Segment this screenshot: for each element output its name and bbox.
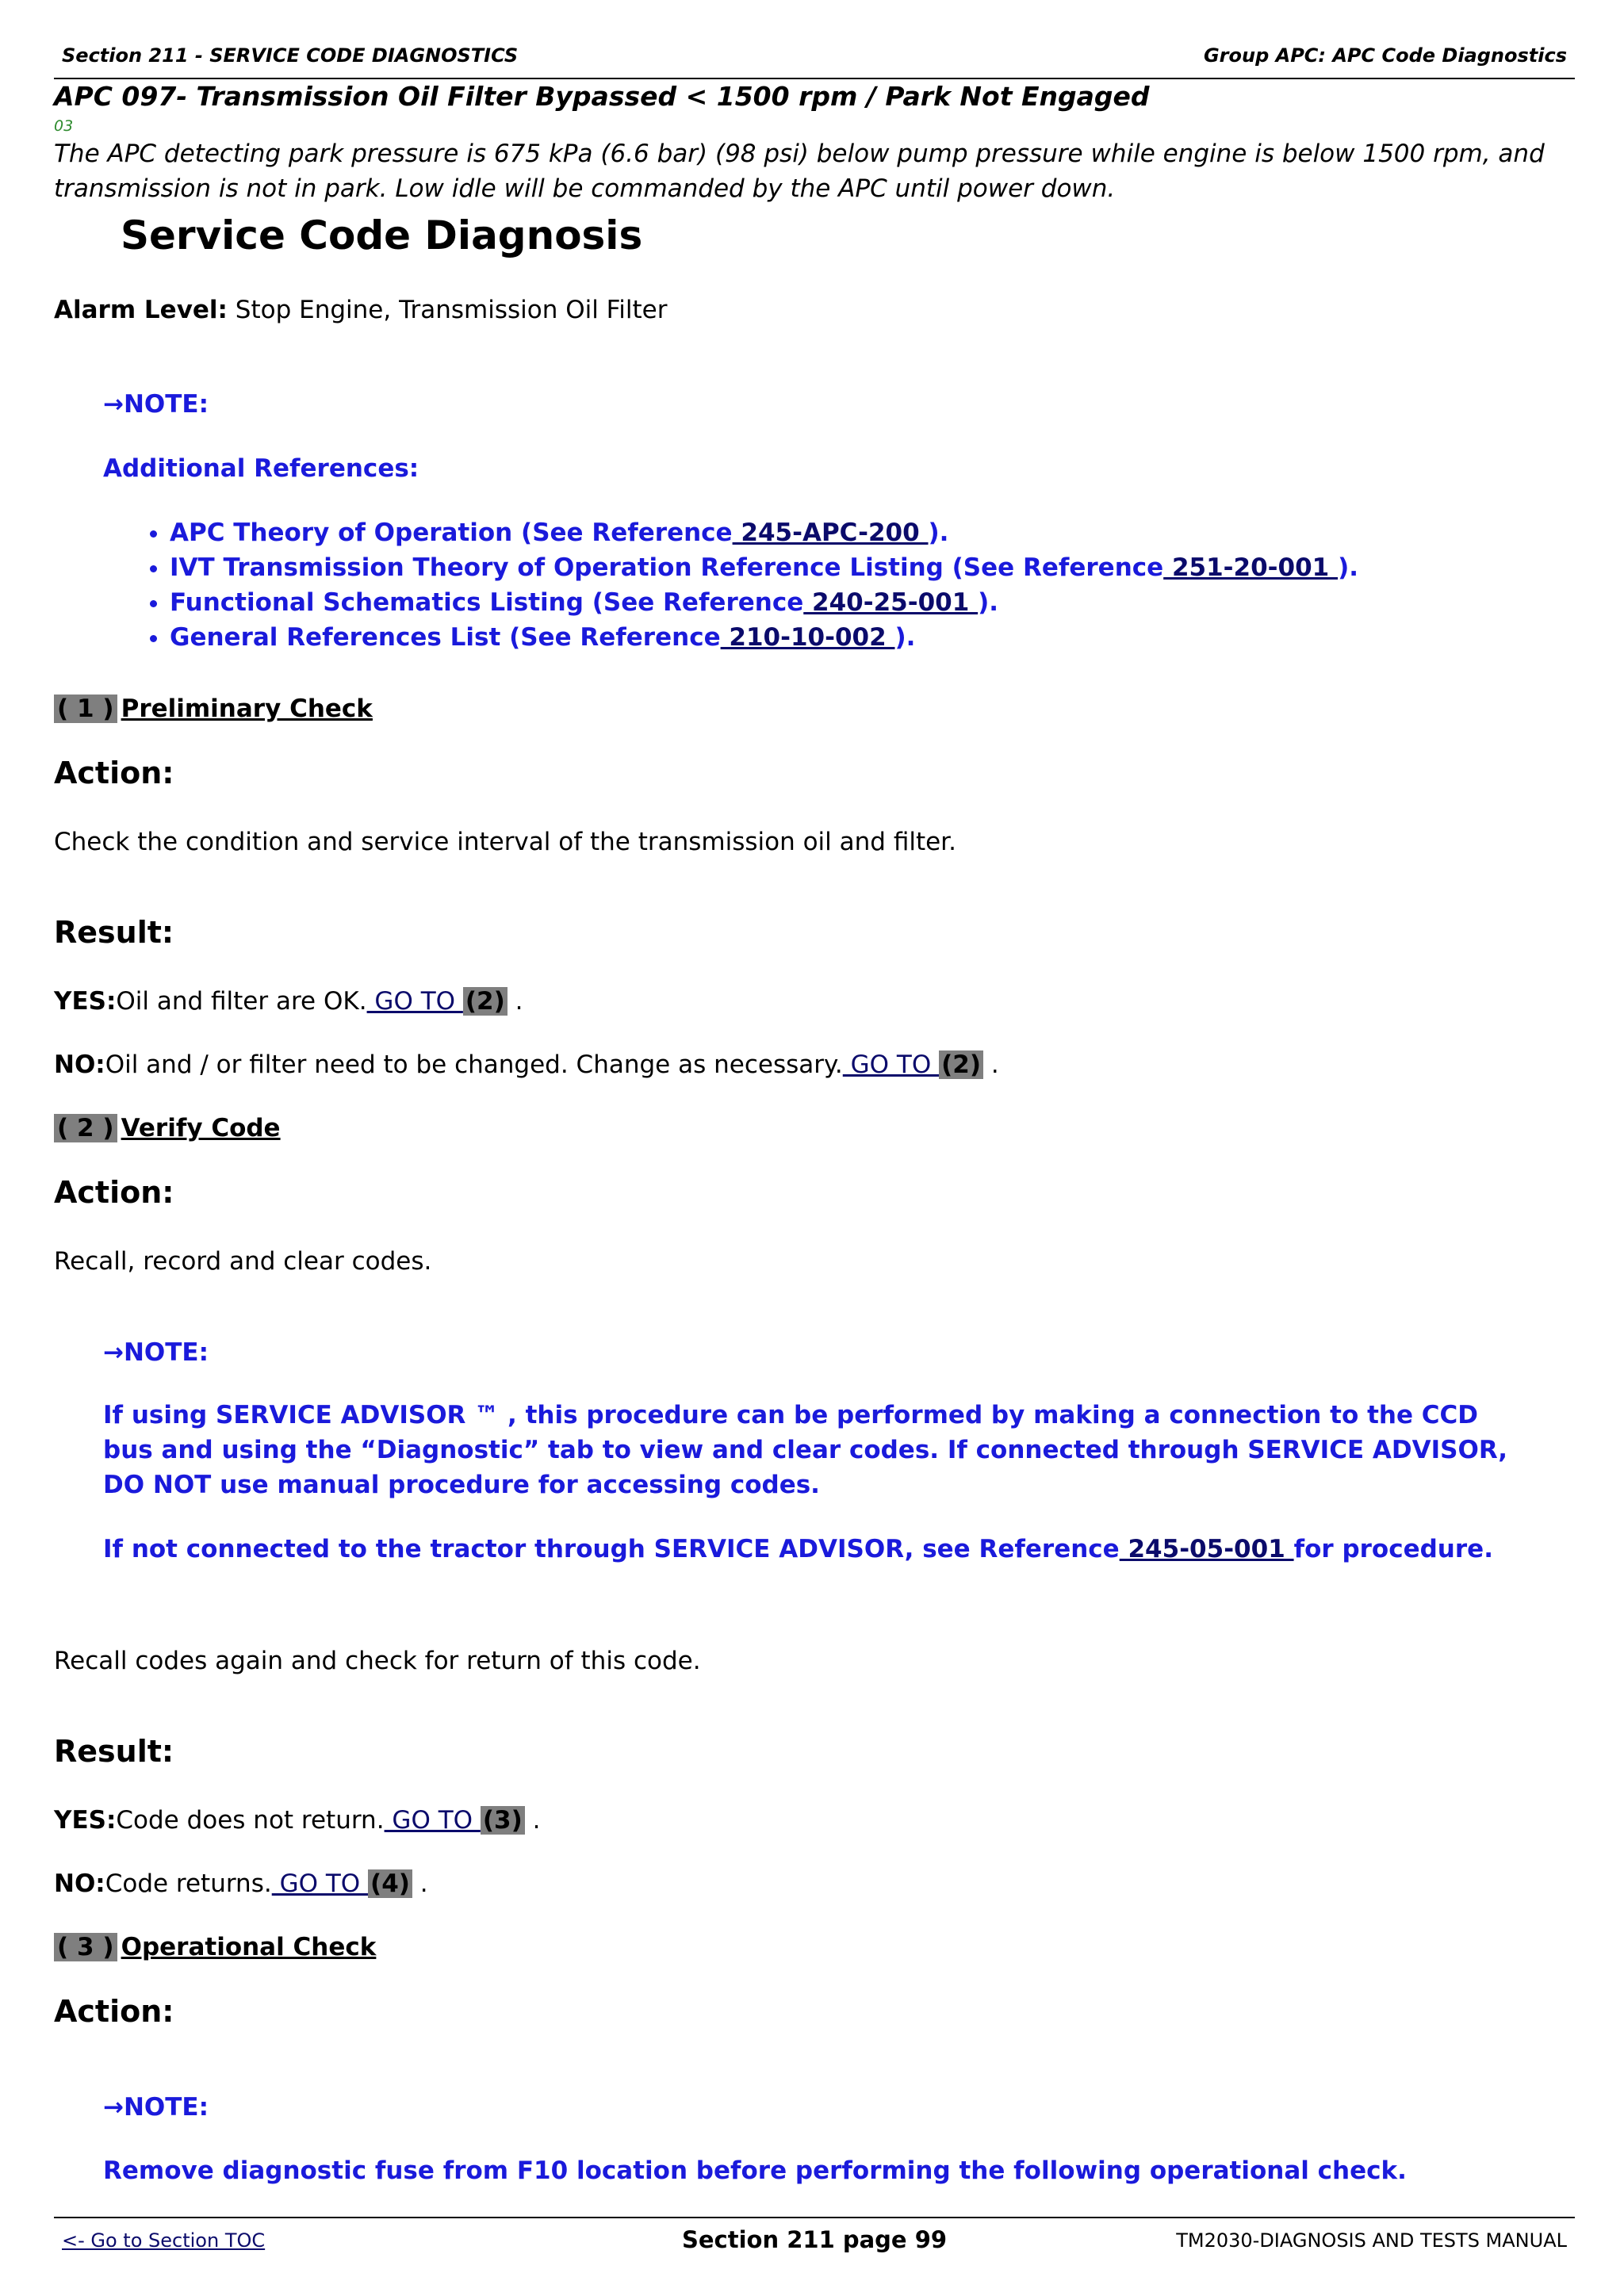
note-label: →NOTE: xyxy=(103,390,209,419)
reference-item xyxy=(170,550,1530,585)
step-2-action-2: Recall codes again and check for return of this code. xyxy=(54,1647,701,1675)
no-label: NO: xyxy=(54,1869,105,1898)
step-number: ( 1 ) xyxy=(54,695,117,723)
goto-step[interactable]: (4) xyxy=(368,1869,412,1898)
reference-link[interactable]: 245-05-001 xyxy=(1119,1535,1294,1563)
goto-step[interactable]: (2) xyxy=(939,1050,983,1079)
reference-item xyxy=(170,620,1530,655)
group-header: Group APC: APC Code Diagnostics xyxy=(1203,44,1567,67)
note-label: →NOTE: xyxy=(103,1338,209,1367)
action-heading: Action: xyxy=(54,1994,174,2029)
no-text: Oil and / or filter need to be changed. Change as necessary. xyxy=(105,1050,843,1079)
section-toc-link[interactable]: <- Go to Section TOC xyxy=(62,2229,266,2252)
note-text: for procedure. xyxy=(1293,1535,1493,1563)
yes-label: YES: xyxy=(54,987,117,1016)
action-heading: Action: xyxy=(54,1175,174,1210)
period: . xyxy=(412,1869,428,1898)
step-2-action: Recall, record and clear codes. xyxy=(54,1247,432,1276)
result-heading: Result: xyxy=(54,915,174,950)
goto-link[interactable]: GO TO xyxy=(271,1869,369,1898)
reference-link[interactable]: 240-25-001 xyxy=(803,588,979,617)
yes-label: YES: xyxy=(54,1806,117,1835)
reference-item xyxy=(170,515,1530,550)
section-heading: Service Code Diagnosis xyxy=(121,212,643,258)
step-1-action: Check the condition and service interval of the transmission oil and filter. xyxy=(54,828,956,856)
code-description: The APC detecting park pressure is 675 kPa (6.6 bar) (98 psi) below pump pressure while engine is below 1500 rpm, and transmission is not in park. Low idle will be commanded by the APC until power down. xyxy=(54,140,1545,203)
reference-link[interactable]: 251-20-001 xyxy=(1163,553,1339,582)
step-2-yes xyxy=(54,1806,541,1835)
page-title: APC 097- Transmission Oil Filter Bypassed < 1500 rpm / Park Not Engaged xyxy=(54,81,1150,112)
step-title[interactable]: Preliminary Check xyxy=(121,695,373,723)
manual-name: TM2030-DIAGNOSIS AND TESTS MANUAL xyxy=(1176,2229,1567,2252)
reference-link[interactable]: 210-10-002 xyxy=(720,623,895,652)
reference-text: APC Theory of Operation (See Reference xyxy=(170,519,733,547)
step-1-no xyxy=(54,1050,999,1079)
page xyxy=(54,0,1575,2296)
reference-close: ). xyxy=(894,623,916,652)
alarm-label: Alarm Level: xyxy=(54,296,228,324)
step-2-header xyxy=(54,1114,281,1142)
yes-text: Oil and filter are OK. xyxy=(116,987,367,1016)
reference-close: ). xyxy=(978,588,999,617)
no-label: NO: xyxy=(54,1050,105,1079)
step-number: ( 2 ) xyxy=(54,1114,117,1142)
step-3-header xyxy=(54,1933,376,1961)
step-2-no xyxy=(54,1869,428,1898)
reference-text: Functional Schematics Listing (See Reference xyxy=(170,588,804,617)
note-label: →NOTE: xyxy=(103,2093,209,2122)
reference-text: IVT Transmission Theory of Operation Reference Listing (See Reference xyxy=(170,553,1164,582)
period: . xyxy=(524,1806,541,1835)
goto-link[interactable]: GO TO xyxy=(366,987,463,1016)
reference-close: ). xyxy=(928,519,949,547)
footer-rule xyxy=(54,2217,1575,2218)
step-number: ( 3 ) xyxy=(54,1933,117,1961)
note-text: If not connected to the tractor through SERVICE ADVISOR, see Reference xyxy=(103,1535,1120,1563)
goto-step[interactable]: (2) xyxy=(463,987,508,1016)
reference-item xyxy=(170,585,1530,620)
note-paragraph-2 xyxy=(103,1532,1530,1567)
page-number: Section 211 page 99 xyxy=(682,2226,948,2253)
period: . xyxy=(983,1050,999,1079)
note-paragraph: Remove diagnostic fuse from F10 location before performing the following operational check. xyxy=(103,2156,1407,2185)
alarm-level xyxy=(54,296,667,324)
yes-text: Code does not return. xyxy=(116,1806,385,1835)
result-heading: Result: xyxy=(54,1734,174,1769)
reference-text: General References List (See Reference xyxy=(170,623,721,652)
alarm-value: Stop Engine, Transmission Oil Filter xyxy=(227,296,668,324)
additional-references-title: Additional References: xyxy=(103,454,419,483)
goto-step[interactable]: (3) xyxy=(481,1806,525,1835)
period: . xyxy=(507,987,523,1016)
step-title[interactable]: Operational Check xyxy=(121,1933,377,1961)
header-rule xyxy=(54,78,1575,79)
step-1-yes xyxy=(54,987,523,1016)
goto-link[interactable]: GO TO xyxy=(384,1806,481,1835)
action-heading: Action: xyxy=(54,756,174,790)
goto-link[interactable]: GO TO xyxy=(842,1050,940,1079)
code-tag: 03 xyxy=(54,117,74,135)
no-text: Code returns. xyxy=(105,1869,272,1898)
section-header: Section 211 - SERVICE CODE DIAGNOSTICS xyxy=(62,44,519,67)
step-1-header xyxy=(54,695,373,723)
note-paragraph: If using SERVICE ADVISOR ™ , this procedure can be performed by making a connection to the CCD bus and using the “Diagnostic” tab to view and clear codes. If connected through SERVICE ADVISOR, DO NOT use manual procedure for accessing codes. xyxy=(103,1401,1508,1499)
reference-close: ). xyxy=(1338,553,1359,582)
step-title[interactable]: Verify Code xyxy=(121,1114,281,1142)
reference-link[interactable]: 245-APC-200 xyxy=(732,519,929,547)
references-list xyxy=(103,515,1530,655)
